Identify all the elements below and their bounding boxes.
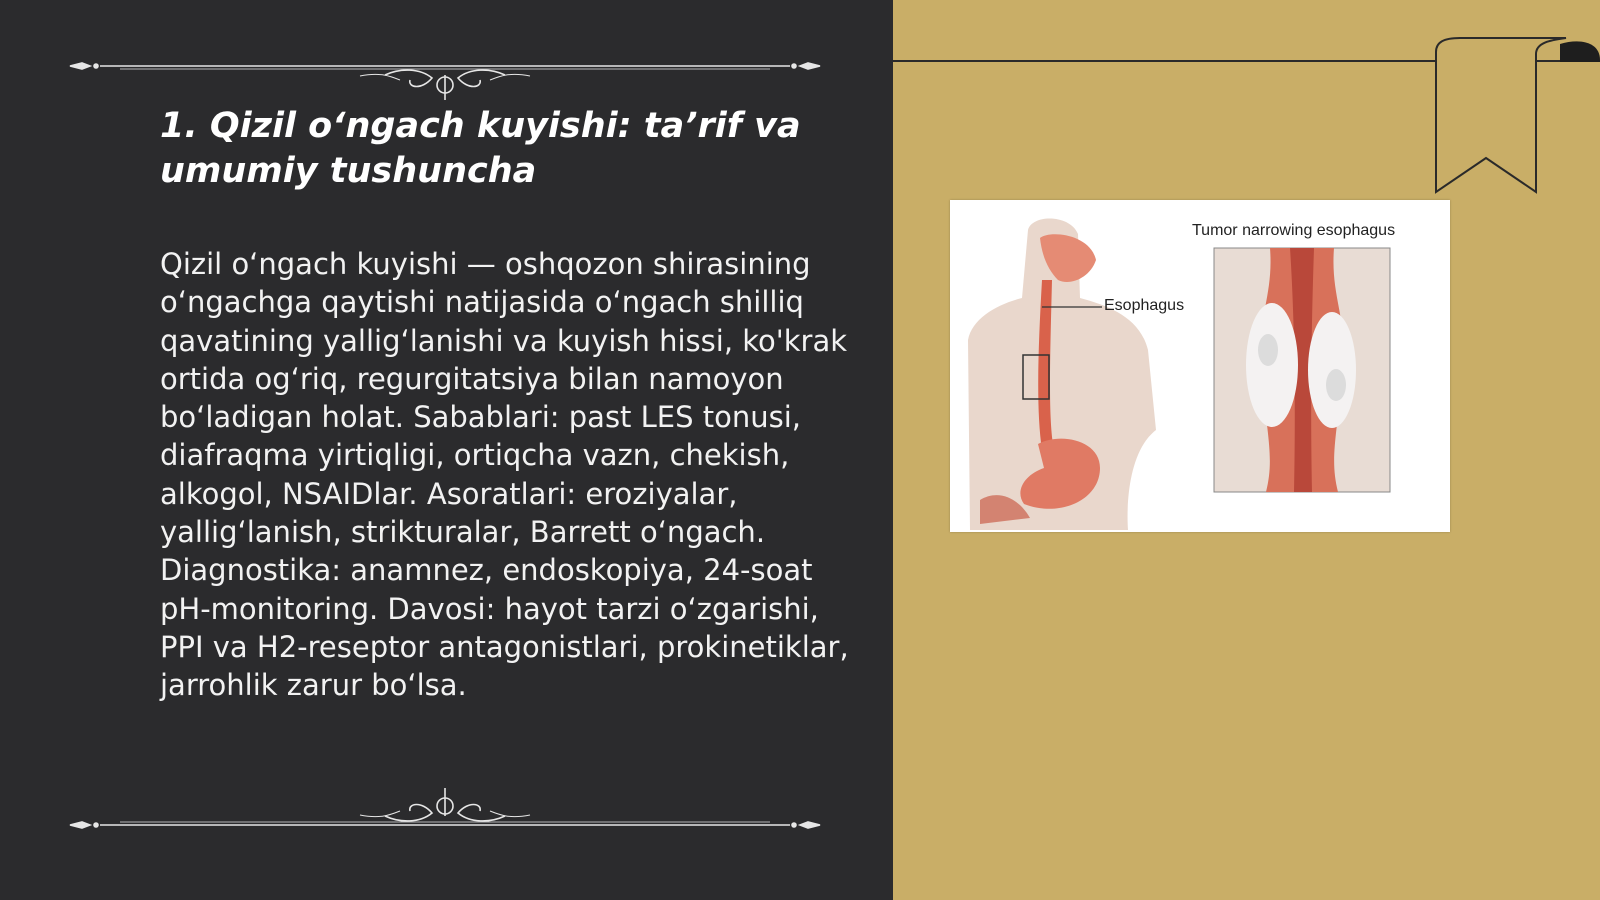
bottom-ornament-divider <box>60 770 830 830</box>
esophagus-illustration <box>950 200 1450 532</box>
esophagus-anatomy-drawing <box>950 200 1450 532</box>
top-ornament-divider <box>60 40 830 100</box>
esophagus-label: Esophagus <box>1104 297 1185 314</box>
tumor-label: Tumor narrowing esophagus <box>1192 222 1396 239</box>
bookmark-ribbon-icon <box>1430 34 1600 199</box>
slide-body-text: Qizil o‘ngach kuyishi — oshqozon shirasining o‘ngachga qaytishi natijasida o‘ngach shilliq qavatining yallig‘lanishi va kuyish hissi, ko'krak ortida og‘riq, regurgitatsiya bilan namoyon bo‘ladigan holat. Sabablari: past LES tonusi, diafraqma yirtiqligi, ortiqcha vazn, chekish, alkogol, NSAIDlar. Asoratlari: eroziyalar, yallig‘lanish, strikturalar, Barrett o‘ngach. Diagnostika: anamnez, endoskopiya, 24-soat pH-monitoring. Davosi: hayot tarzi o‘zgarishi, PPI va H2-reseptor antagonistlari, prokinetiklar, jarrohlik zarur bo‘lsa. <box>160 247 849 703</box>
slide-title: 1. Qizil o‘ngach kuyishi: ta’rif va umumiy tushuncha <box>160 106 801 191</box>
